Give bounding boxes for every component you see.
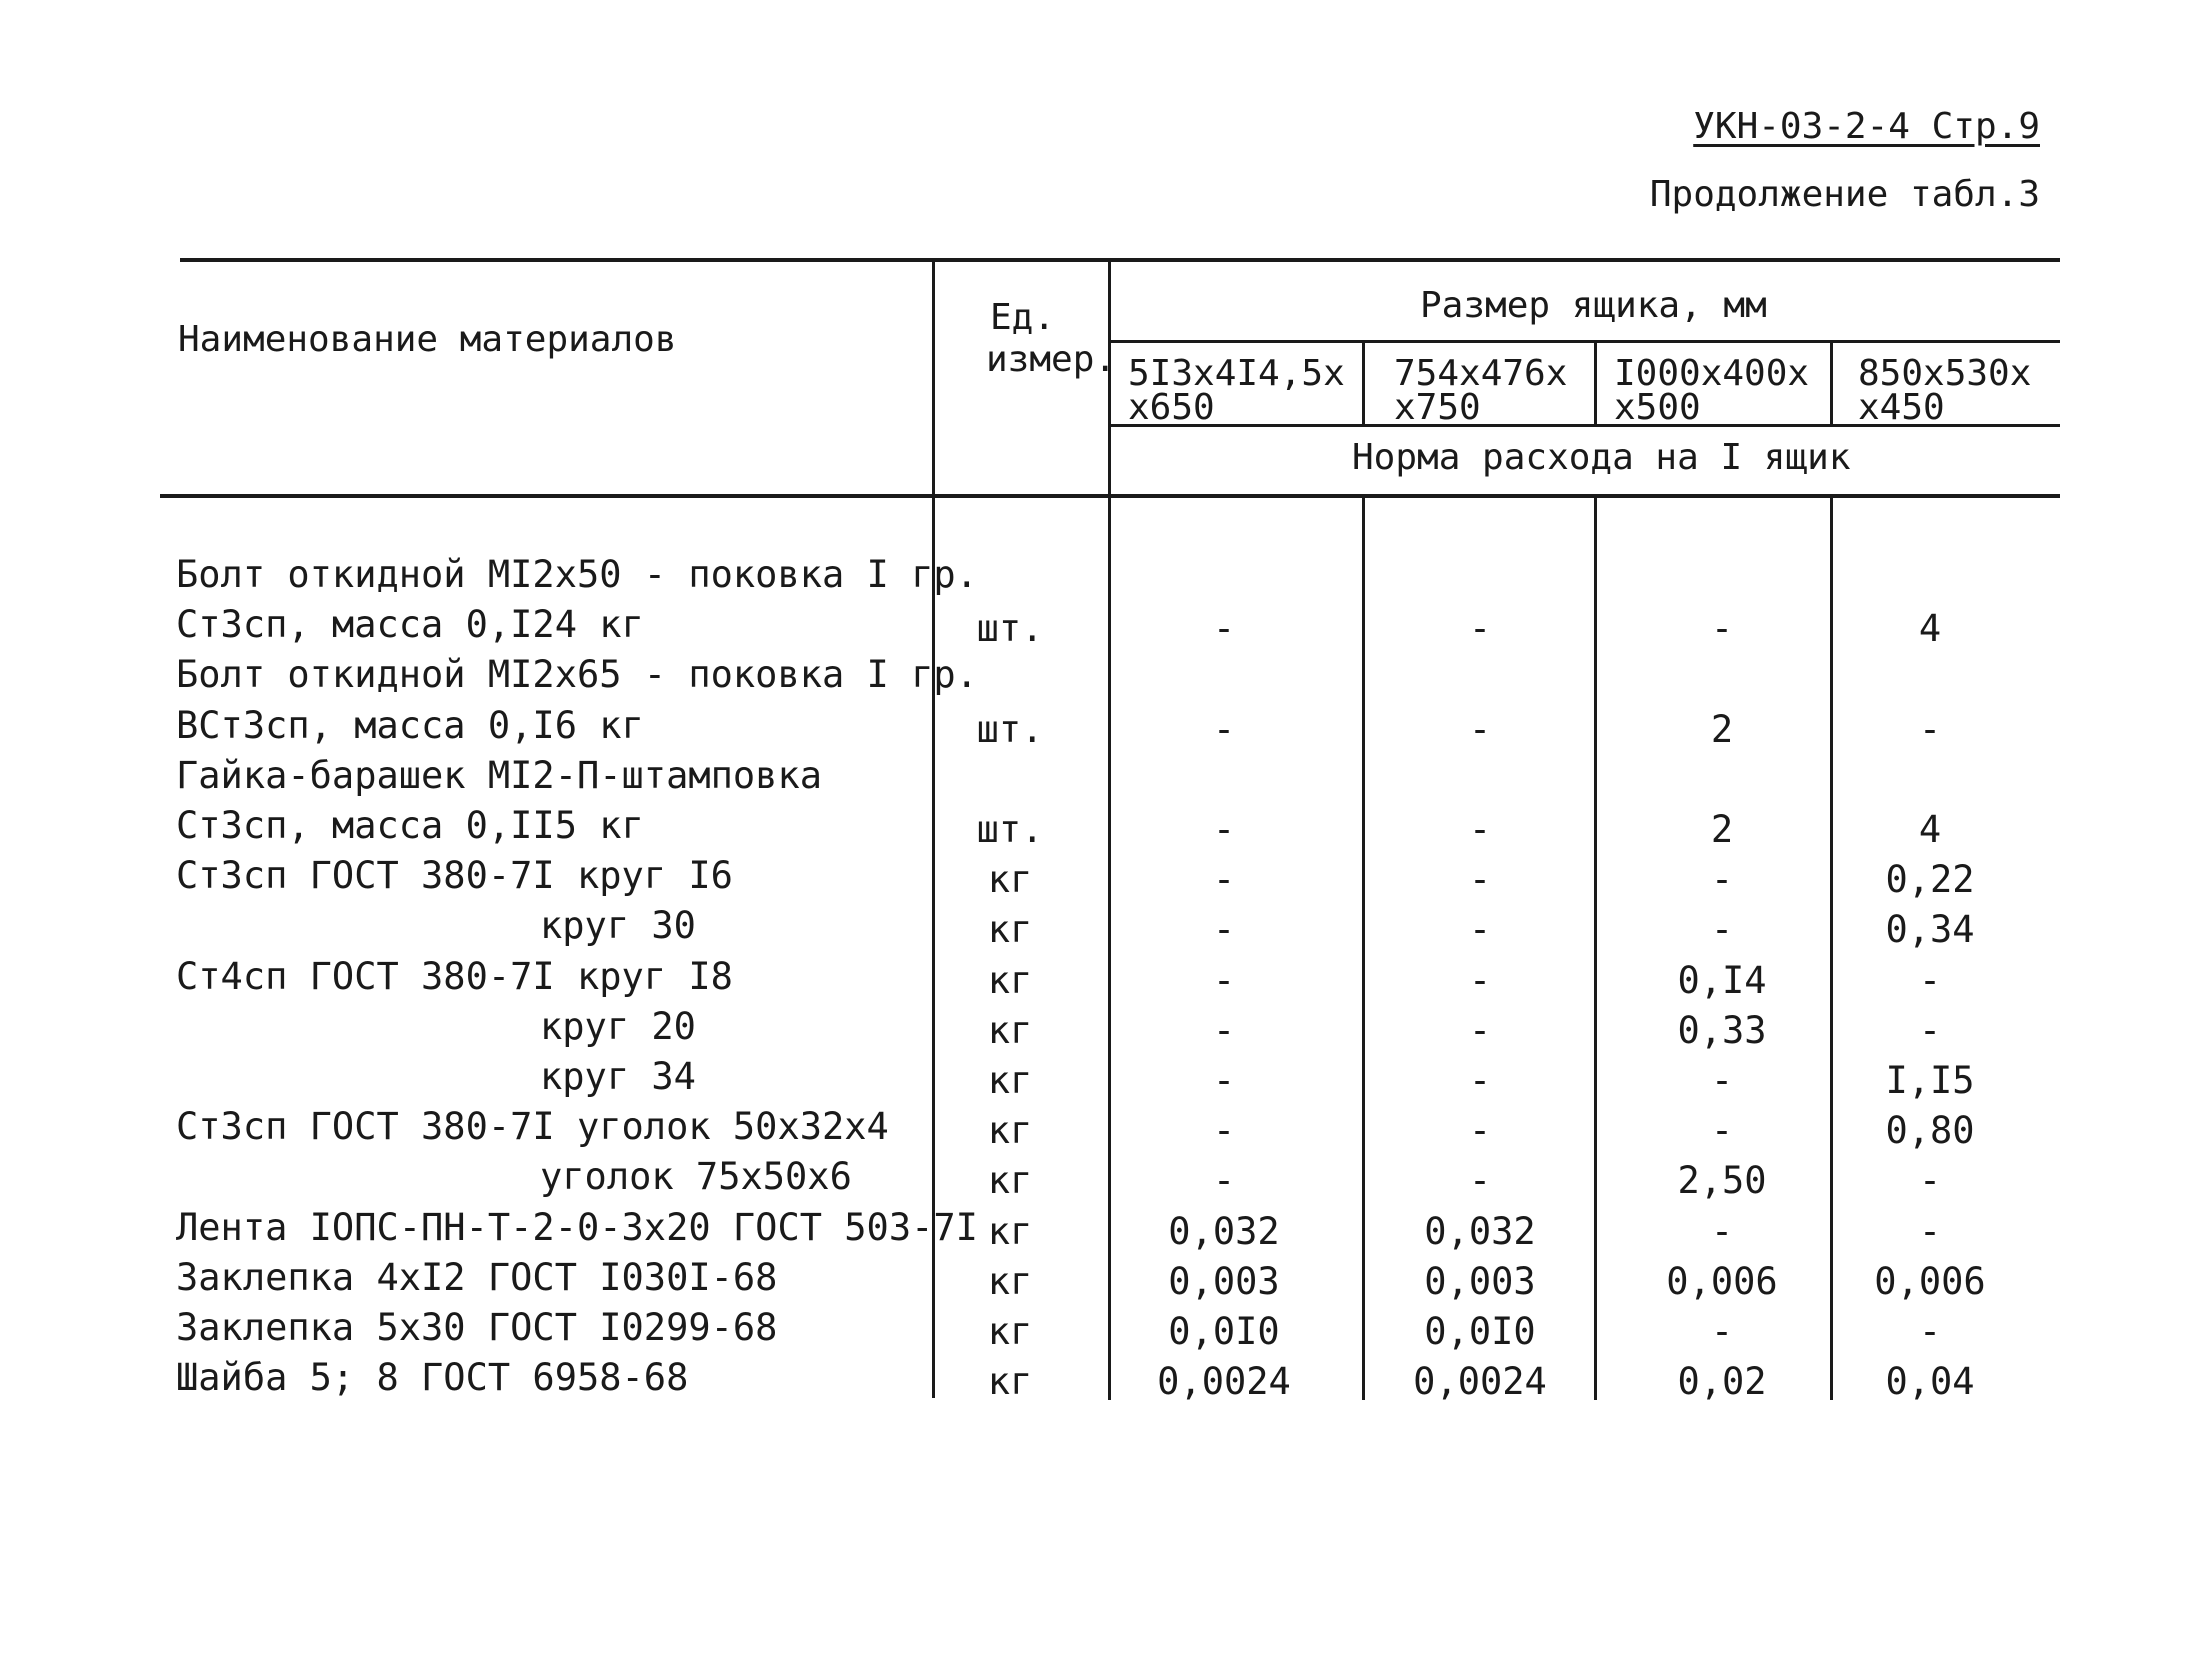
norm-value-cell: 0,80	[1885, 1109, 1975, 1153]
unit-cell: шт.	[976, 607, 1044, 651]
unit-cell: кг	[987, 1310, 1033, 1353]
norm-value-cell: 0,33	[1677, 1008, 1767, 1052]
material-name-cont: Ст3сп, масса 0,II5 кг	[176, 804, 644, 847]
norm-value-cell: 2	[1710, 808, 1734, 851]
material-name: Заклепка 4xI2 ГОСТ I030I-68	[176, 1255, 778, 1299]
norm-value-cell: -	[1468, 858, 1492, 902]
norm-value-cell: 0,032	[1424, 1209, 1536, 1253]
col-divider-size2	[1362, 340, 1365, 426]
norm-value-cell: -	[1212, 707, 1236, 751]
norm-value-cell: -	[1468, 1109, 1492, 1153]
unit-cell: кг	[987, 958, 1033, 1002]
norm-value-cell: -	[1710, 908, 1734, 952]
table-top-rule	[180, 258, 2060, 262]
size-2-line1: 754x476x	[1394, 353, 1568, 394]
norm-value-cell: -	[1468, 908, 1492, 952]
norm-value-cell: I,I5	[1885, 1059, 1975, 1102]
column-header-unit-line2: измер.	[986, 339, 1117, 380]
norm-value-cell: 0,003	[1424, 1259, 1536, 1303]
norm-value-cell: -	[1212, 908, 1236, 952]
norm-value-cell: -	[1468, 707, 1492, 751]
document-code: УКН-03-2-4 Стр.9	[1693, 106, 2040, 147]
norm-value-cell: 0,006	[1874, 1259, 1986, 1303]
norm-value-cell: -	[1212, 808, 1236, 851]
unit-cell: кг	[987, 1109, 1033, 1153]
col-divider-body3	[1594, 494, 1597, 1400]
material-name: Заклепка 5x30 ГОСТ I0299-68	[176, 1306, 778, 1349]
unit-cell: кг	[987, 1159, 1033, 1203]
column-header-material: Наименование материалов	[178, 319, 677, 360]
norm-value-cell: 2	[1710, 707, 1734, 751]
norm-value-cell: 0,0I0	[1424, 1310, 1536, 1353]
norm-value-cell: -	[1710, 607, 1734, 651]
column-header-norm: Норма расхода на I ящик	[1352, 437, 1851, 478]
material-name: Ст3сп ГОСТ 380-7I круг I6	[176, 854, 733, 898]
norm-value-cell: -	[1918, 1159, 1942, 1203]
norm-value-cell: -	[1468, 607, 1492, 651]
size-2-line2: x750	[1394, 387, 1481, 428]
norm-value-cell: -	[1918, 1008, 1942, 1052]
material-name-cont: Ст3сп, масса 0,I24 кг	[176, 603, 644, 647]
unit-cell: кг	[987, 1059, 1033, 1102]
norm-value-cell: 0,006	[1666, 1259, 1778, 1303]
unit-cell: кг	[987, 908, 1033, 952]
norm-value-cell: -	[1468, 1008, 1492, 1052]
norm-value-cell: -	[1468, 1059, 1492, 1102]
material-name: Болт откидной МI2x50 - поковка I гр.	[176, 553, 978, 596]
col-divider-size3	[1594, 340, 1597, 426]
norm-value-cell: 4	[1918, 808, 1942, 851]
norm-value-cell: -	[1710, 1109, 1734, 1153]
norm-value-cell: -	[1918, 707, 1942, 751]
norm-value-cell: -	[1468, 808, 1492, 851]
norm-value-cell: -	[1212, 1109, 1236, 1153]
material-name: круг 34	[540, 1055, 696, 1098]
size-4-line1: 850x530x	[1858, 353, 2032, 394]
norm-value-cell: -	[1918, 1310, 1942, 1353]
size-1-line2: x650	[1128, 387, 1215, 428]
material-name: Ст3сп ГОСТ 380-7I уголок 50x32x4	[176, 1105, 889, 1149]
norm-value-cell: -	[1212, 858, 1236, 902]
material-name: круг 20	[540, 1004, 696, 1048]
column-header-unit-line1: Ед.	[990, 297, 1056, 338]
norm-value-cell: -	[1918, 958, 1942, 1002]
unit-cell: кг	[987, 858, 1033, 902]
norm-value-cell: 0,04	[1885, 1360, 1975, 1404]
norm-value-cell: 0,003	[1168, 1259, 1280, 1303]
unit-cell: кг	[987, 1360, 1033, 1404]
norm-value-cell: 0,22	[1885, 858, 1975, 902]
norm-value-cell: -	[1468, 958, 1492, 1002]
unit-cell: шт.	[976, 808, 1044, 851]
norm-value-cell: -	[1918, 1209, 1942, 1253]
col-divider-size4	[1830, 340, 1833, 426]
norm-value-cell: 0,02	[1677, 1360, 1767, 1404]
material-name: круг 30	[540, 904, 696, 948]
norm-value-cell: -	[1710, 1310, 1734, 1353]
unit-cell: кг	[987, 1209, 1033, 1253]
norm-value-cell: 0,0024	[1157, 1360, 1291, 1404]
norm-value-cell: -	[1212, 1008, 1236, 1052]
norm-value-cell: -	[1212, 958, 1236, 1002]
norm-value-cell: 0,0I0	[1168, 1310, 1280, 1353]
unit-cell: кг	[987, 1259, 1033, 1303]
column-header-box-size: Размер ящика, мм	[1420, 285, 1767, 326]
material-name-cont: ВСт3сп, масса 0,I6 кг	[176, 703, 644, 747]
norm-value-cell: 2,50	[1677, 1159, 1767, 1203]
material-name: Ст4сп ГОСТ 380-7I круг I8	[176, 954, 733, 998]
material-name: Гайка-барашек МI2-П-штамповка	[176, 753, 823, 797]
unit-cell: кг	[987, 1008, 1033, 1052]
col-divider-body2	[1362, 494, 1365, 1400]
norm-value-cell: -	[1710, 858, 1734, 902]
norm-value-cell: 0,34	[1885, 908, 1975, 952]
norm-value-cell: -	[1212, 607, 1236, 651]
norm-value-cell: 0,0024	[1413, 1360, 1547, 1404]
material-name: Лента IОПС-ПН-Т-2-0-3x20 ГОСТ 503-7I	[176, 1205, 978, 1249]
material-name: Шайба 5; 8 ГОСТ 6958-68	[176, 1356, 689, 1400]
norm-value-cell: -	[1710, 1209, 1734, 1253]
norm-value-cell: 0,032	[1168, 1209, 1280, 1253]
norm-value-cell: 4	[1918, 607, 1942, 651]
table-continuation-label: Продолжение табл.3	[1649, 174, 2040, 215]
unit-cell: шт.	[976, 707, 1044, 751]
size-4-line2: x450	[1858, 387, 1945, 428]
size-header-rule	[1110, 340, 2060, 343]
size-3-line1: I000x400x	[1614, 353, 1810, 394]
size-3-line2: x500	[1614, 387, 1701, 428]
material-name: Болт откидной МI2x65 - поковка I гр.	[176, 653, 978, 697]
norm-value-cell: -	[1710, 1059, 1734, 1102]
norm-value-cell: 0,I4	[1677, 958, 1767, 1002]
norm-value-cell: -	[1212, 1059, 1236, 1102]
norm-value-cell: -	[1468, 1159, 1492, 1203]
size-1-line1: 5I3x4I4,5x	[1128, 353, 1345, 394]
norm-value-cell: -	[1212, 1159, 1236, 1203]
material-name: уголок 75x50x6	[540, 1155, 852, 1199]
